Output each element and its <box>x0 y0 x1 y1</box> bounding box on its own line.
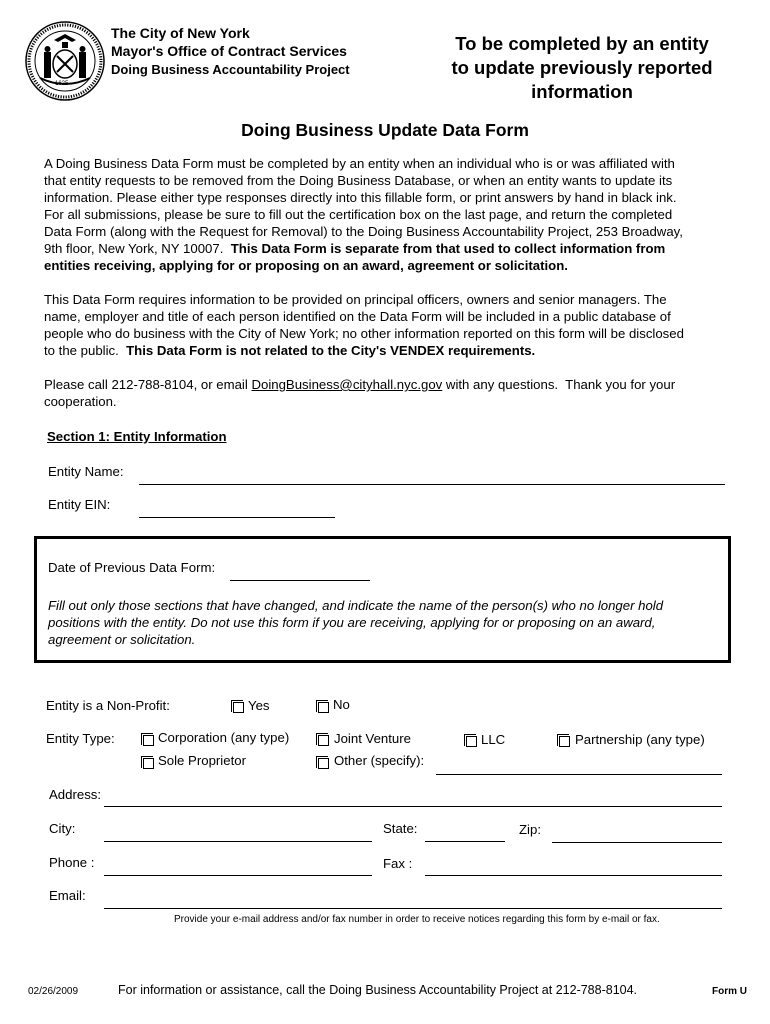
disclosure-line-4-bold: This Data Form is not related to the City's VENDEX requirements. <box>126 343 536 358</box>
disclosure-line-4-plain: to the public. <box>44 343 127 358</box>
corporation-label: Corporation (any type) <box>158 730 290 745</box>
email-field[interactable] <box>104 908 722 909</box>
phone-label: Phone : <box>49 855 95 870</box>
header-purpose-line-3: information <box>531 81 633 102</box>
state-field[interactable] <box>425 841 505 842</box>
entity-type-label: Entity Type: <box>46 731 115 746</box>
form-title: Doing Business Update Data Form <box>241 120 529 140</box>
intro-line-6-plain: 9th floor, New York, NY 10007. <box>44 241 231 256</box>
entity-ein-label: Entity EIN: <box>48 497 111 512</box>
nonprofit-label: Entity is a Non-Profit: <box>46 698 170 713</box>
fax-field[interactable] <box>425 875 722 876</box>
intro-paragraph <box>44 155 734 274</box>
nyc-seal-logo <box>24 20 106 102</box>
intro-line-4: For all submissions, please be sure to fill out the certification box on the last page, and return the completed <box>44 207 673 222</box>
other-type-label: Other (specify): <box>334 753 425 768</box>
intro-line-2: that entity requests to be removed from the Doing Business Database, or when an entity wants to update its <box>44 173 673 188</box>
header-purpose <box>420 32 744 104</box>
city-field[interactable] <box>104 841 372 842</box>
contact-suffix: with any questions. Thank you for your <box>442 377 676 392</box>
header-purpose-line-2: to update previously reported <box>451 57 713 78</box>
contact-line-1 <box>44 376 734 393</box>
header-office: Mayor's Office of Contract Services <box>111 43 347 59</box>
footer-assistance: For information or assistance, call the Doing Business Accountability Project at 212-788-8104. <box>118 983 638 997</box>
nonprofit-yes-label: Yes <box>248 698 270 713</box>
intro-line-3: information. Please either type responses directly into this fillable form, or print answers by hand in black ink. <box>44 190 677 205</box>
entity-name-field[interactable] <box>139 484 725 485</box>
footer-form-id: Form U <box>712 986 747 997</box>
note-line-2: positions with the entity. Do not use this form if you are receiving, applying for or proposing on an award, <box>48 615 656 630</box>
header-purpose-line-1: To be completed by an entity <box>455 33 709 54</box>
nonprofit-no-checkbox[interactable] <box>318 702 329 713</box>
sole-proprietor-label: Sole Proprietor <box>158 753 246 768</box>
partnership-checkbox[interactable] <box>559 736 570 747</box>
intro-line-5: Data Form (along with the Request for Removal) to the Doing Business Accountability Project, 253 Broadway, <box>44 224 683 239</box>
intro-line-7: entities receiving, applying for or proposing on an award, agreement or solicitation. <box>44 258 568 273</box>
joint-venture-checkbox[interactable] <box>318 735 329 746</box>
corporation-checkbox[interactable] <box>143 735 154 746</box>
disclosure-line-4 <box>44 342 734 359</box>
seal-year: 1625 <box>55 81 69 87</box>
update-instructions-note <box>48 597 728 648</box>
state-label: State: <box>383 821 418 836</box>
note-line-3: agreement or solicitation. <box>48 632 196 647</box>
fax-label: Fax : <box>383 856 413 871</box>
intro-line-6-bold: This Data Form is separate from that used to collect information from <box>230 241 666 256</box>
contact-paragraph <box>44 376 734 410</box>
contact-prefix: Please call 212-788-8104, or email <box>44 377 252 392</box>
intro-line-6 <box>44 240 734 257</box>
intro-line-1: A Doing Business Data Form must be completed by an entity when an individual who is or was affiliated with <box>44 156 675 171</box>
zip-label: Zip: <box>519 822 541 837</box>
section-1-title: Section 1: Entity Information <box>47 429 227 444</box>
other-type-field[interactable] <box>436 774 722 775</box>
previous-form-date-field[interactable] <box>230 580 370 581</box>
zip-field[interactable] <box>552 842 722 843</box>
previous-form-date-label: Date of Previous Data Form: <box>48 560 216 575</box>
llc-label: LLC <box>481 732 506 747</box>
disclosure-line-1: This Data Form requires information to be provided on principal officers, owners and senior managers. The <box>44 292 667 307</box>
contact-line-2: cooperation. <box>44 394 117 409</box>
other-type-checkbox[interactable] <box>318 758 329 769</box>
sole-proprietor-checkbox[interactable] <box>143 758 154 769</box>
email-fax-note: Provide your e-mail address and/or fax number in order to receive notices regarding this form by e-mail or fax. <box>174 914 660 925</box>
header-city: The City of New York <box>111 25 250 41</box>
email-label: Email: <box>49 888 86 903</box>
city-label: City: <box>49 821 76 836</box>
disclosure-line-2: name, employer and title of each person identified on the Data Form will be included in a public database of <box>44 309 671 324</box>
entity-name-label: Entity Name: <box>48 464 124 479</box>
header-project: Doing Business Accountability Project <box>111 62 350 77</box>
partnership-label: Partnership (any type) <box>575 732 705 747</box>
note-line-1: Fill out only those sections that have changed, and indicate the name of the person(s) who no longer hold <box>48 598 664 613</box>
disclosure-paragraph <box>44 291 734 359</box>
footer-date: 02/26/2009 <box>28 986 79 997</box>
address-field[interactable] <box>104 806 722 807</box>
phone-field[interactable] <box>104 875 372 876</box>
nonprofit-no-label: No <box>333 697 350 712</box>
address-label: Address: <box>49 787 102 802</box>
contact-email-link[interactable]: DoingBusiness@cityhall.nyc.gov <box>251 377 443 392</box>
llc-checkbox[interactable] <box>466 736 477 747</box>
joint-venture-label: Joint Venture <box>334 731 411 746</box>
nonprofit-yes-checkbox[interactable] <box>233 702 244 713</box>
entity-ein-field[interactable] <box>139 517 335 518</box>
disclosure-line-3: people who do business with the City of New York; no other information reported on this form will be disclosed <box>44 326 684 341</box>
